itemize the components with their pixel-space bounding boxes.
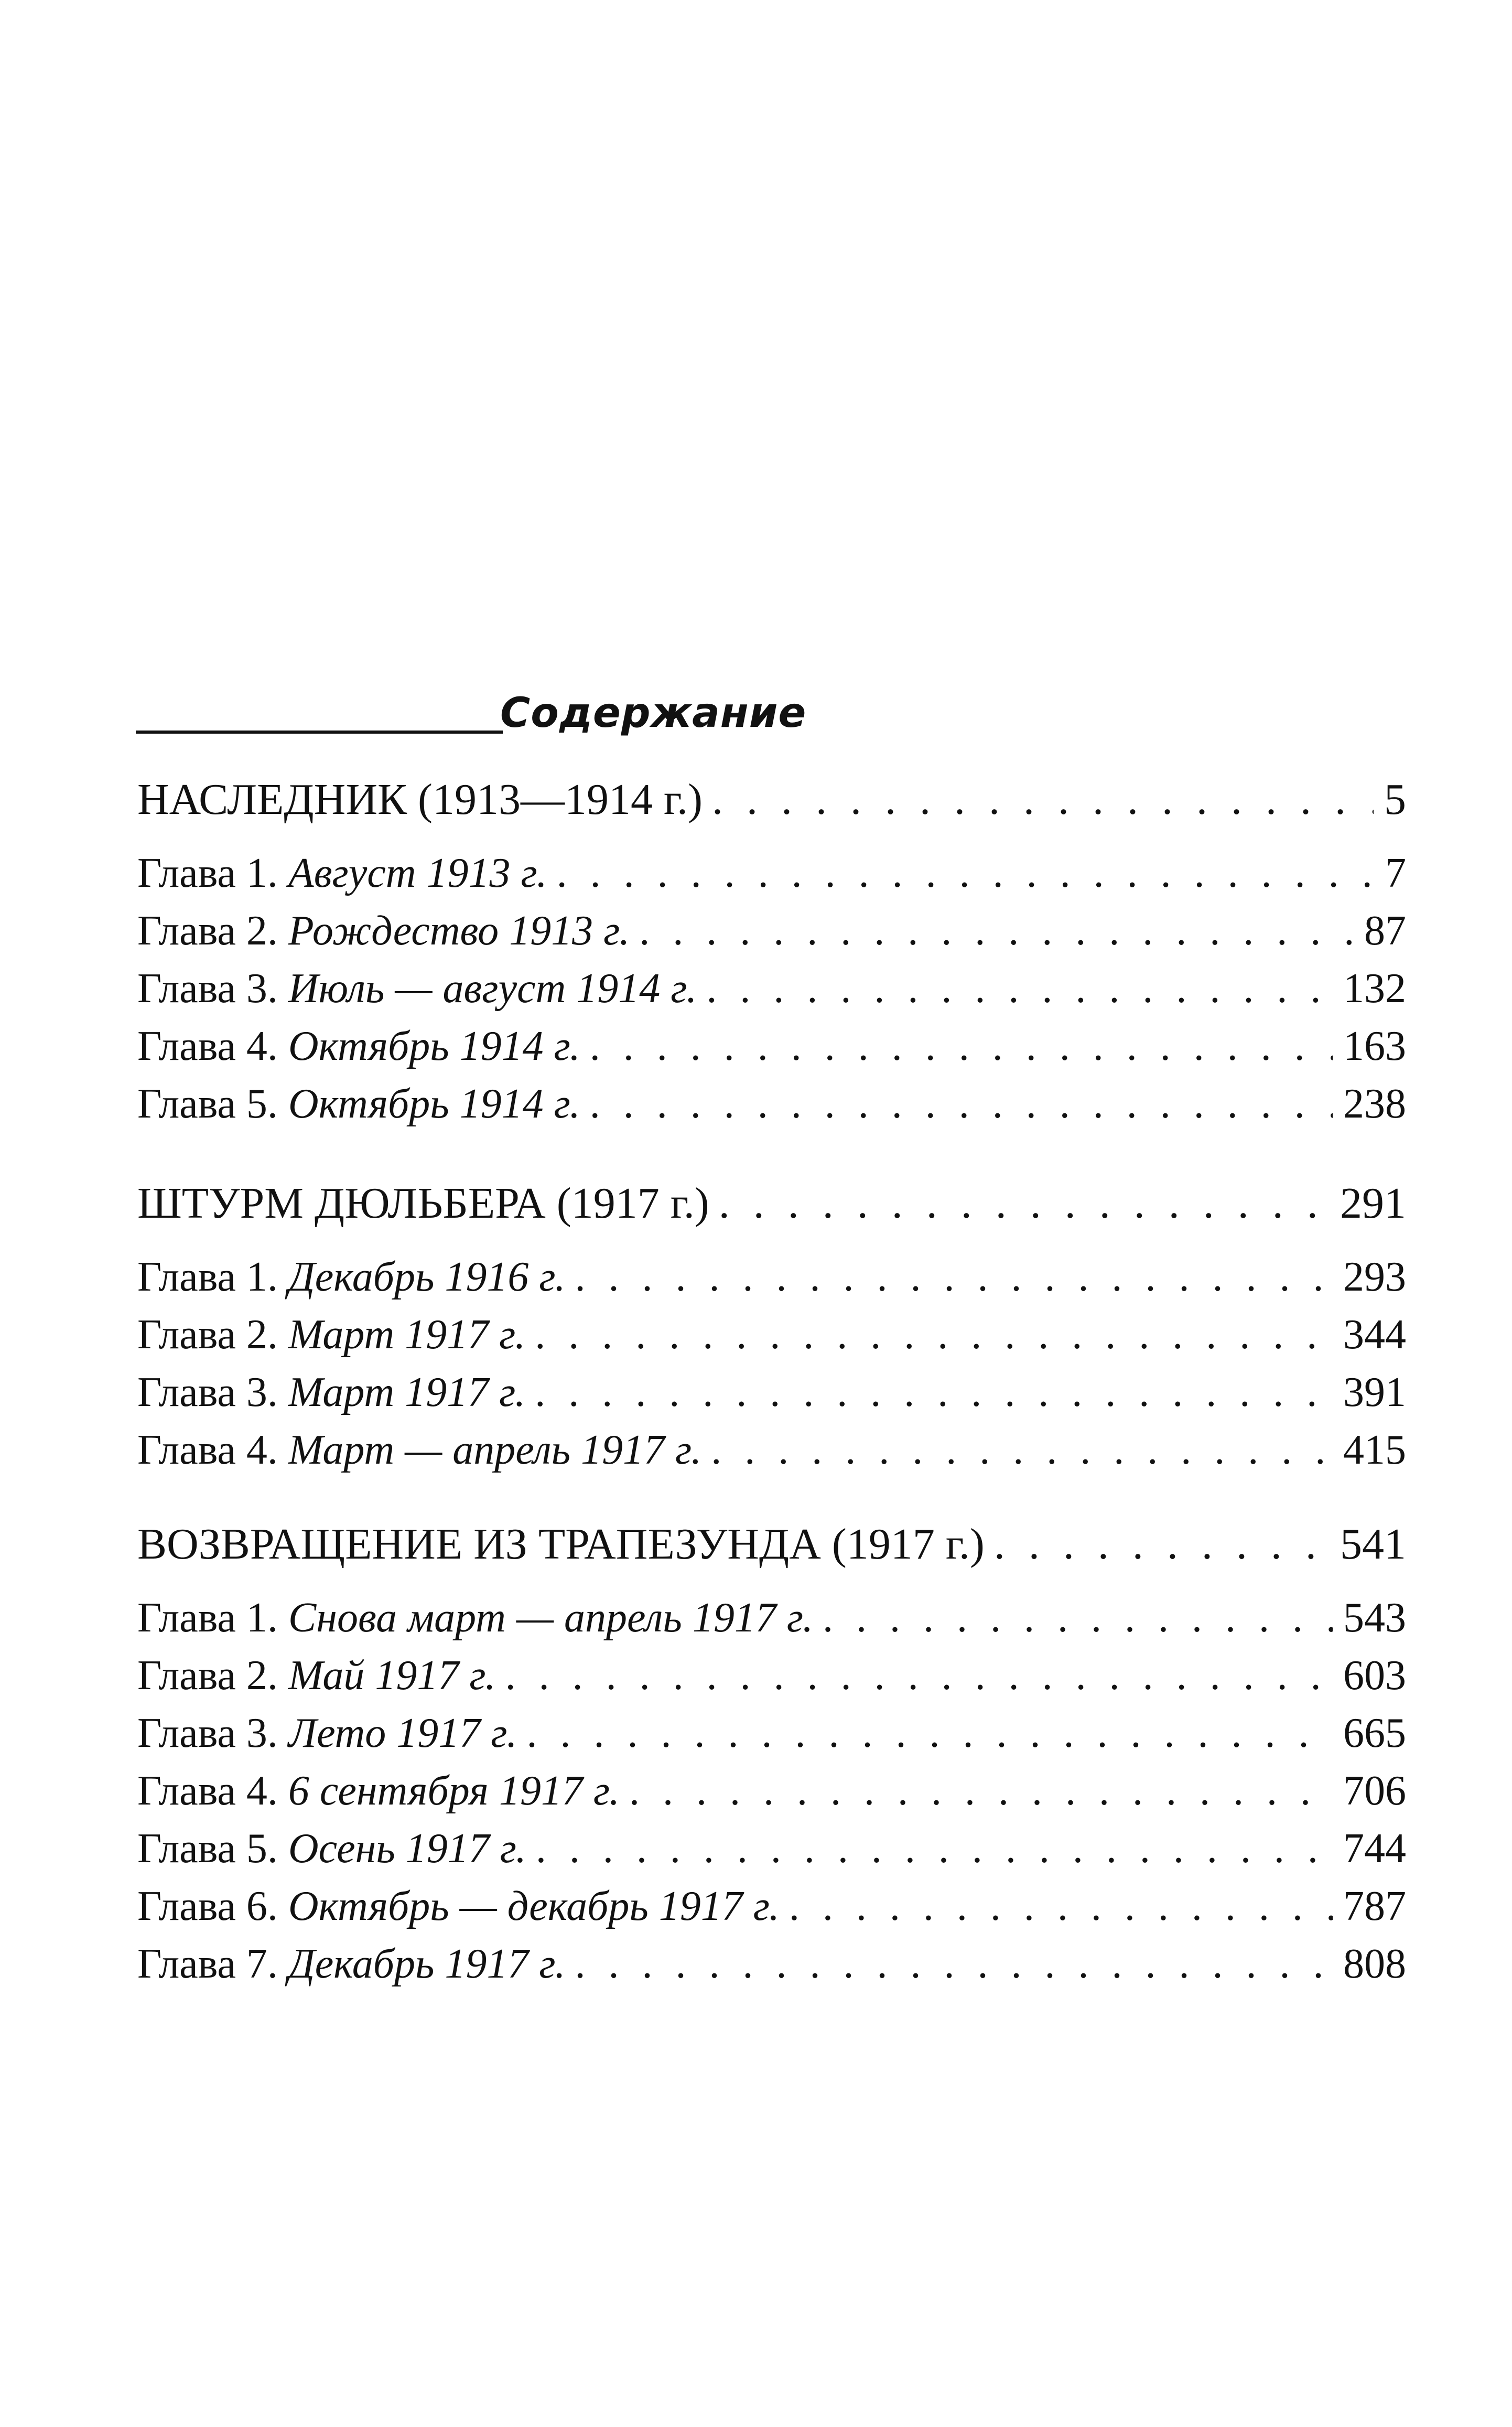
chapter-title: Осень 1917 г. bbox=[288, 1825, 526, 1872]
toc-part-2[interactable] bbox=[137, 1175, 1406, 1232]
chapter-title: Март — апрель 1917 г. bbox=[288, 1427, 702, 1473]
dot-leader bbox=[697, 960, 1333, 1017]
chapter-prefix: Глава 3. bbox=[137, 1710, 278, 1756]
page-number: 344 bbox=[1343, 1312, 1406, 1358]
page-number: 543 bbox=[1343, 1595, 1406, 1641]
chapter-label bbox=[137, 1877, 780, 1935]
chapter-prefix: Глава 5. bbox=[137, 1081, 278, 1127]
chapter-label bbox=[137, 1075, 580, 1133]
toc-chapter-3-2[interactable] bbox=[137, 1647, 1406, 1704]
chapter-prefix: Глава 1. bbox=[137, 850, 278, 896]
dot-leader bbox=[580, 1017, 1333, 1075]
dot-leader bbox=[525, 1306, 1333, 1363]
chapter-title: Декабрь 1916 г. bbox=[288, 1254, 566, 1300]
chapter-title: Декабрь 1917 г. bbox=[288, 1941, 566, 1987]
chapter-title: Август 1913 г. bbox=[288, 850, 547, 896]
dot-leader bbox=[517, 1704, 1333, 1762]
toc-chapter-2-2[interactable] bbox=[137, 1306, 1406, 1363]
part-title: ШТУРМ ДЮЛЬБЕРА (1917 г.) bbox=[137, 1179, 709, 1228]
chapter-prefix: Глава 2. bbox=[137, 1312, 278, 1358]
dot-leader bbox=[526, 1820, 1333, 1877]
chapter-label bbox=[137, 1935, 566, 1993]
dot-leader bbox=[813, 1589, 1333, 1647]
page-number: 163 bbox=[1343, 1023, 1406, 1069]
toc-chapter-1-3[interactable] bbox=[137, 960, 1406, 1017]
toc-chapter-3-1[interactable] bbox=[137, 1589, 1406, 1647]
page-number: 744 bbox=[1343, 1825, 1406, 1872]
chapter-prefix: Глава 6. bbox=[137, 1883, 278, 1929]
chapter-prefix: Глава 5. bbox=[137, 1825, 278, 1872]
part-title: ВОЗВРАЩЕНИЕ ИЗ ТРАПЕЗУНДА (1917 г.) bbox=[137, 1520, 985, 1569]
toc-chapter-3-3[interactable] bbox=[137, 1704, 1406, 1762]
chapter-label bbox=[137, 844, 547, 902]
toc-header bbox=[136, 682, 807, 745]
chapter-label bbox=[137, 1017, 580, 1075]
chapter-label bbox=[137, 1647, 496, 1704]
dot-leader bbox=[701, 1421, 1333, 1479]
chapter-label bbox=[137, 1762, 620, 1820]
chapter-title: Октябрь 1914 г. bbox=[288, 1081, 580, 1127]
dot-leader bbox=[525, 1363, 1333, 1421]
dot-leader bbox=[580, 1075, 1333, 1133]
dot-leader bbox=[630, 902, 1354, 960]
header-rule bbox=[136, 731, 503, 734]
chapter-prefix: Глава 1. bbox=[137, 1595, 278, 1641]
toc-part-1[interactable] bbox=[137, 771, 1406, 829]
page-number: 665 bbox=[1343, 1710, 1406, 1756]
chapter-title: 6 сентября 1917 г. bbox=[288, 1768, 620, 1814]
chapter-label bbox=[137, 1704, 517, 1762]
chapter-title: Март 1917 г. bbox=[288, 1312, 526, 1358]
chapter-label bbox=[137, 1820, 526, 1877]
toc-chapter-1-4[interactable] bbox=[137, 1017, 1406, 1075]
chapter-prefix: Глава 1. bbox=[137, 1254, 278, 1300]
toc-chapter-1-2[interactable] bbox=[137, 902, 1406, 960]
dot-leader bbox=[703, 771, 1374, 829]
dot-leader bbox=[566, 1935, 1333, 1993]
dot-leader bbox=[985, 1516, 1330, 1573]
page-number: 415 bbox=[1343, 1427, 1406, 1473]
page-number: 293 bbox=[1343, 1254, 1406, 1300]
chapter-prefix: Глава 3. bbox=[137, 965, 278, 1012]
toc-chapter-2-3[interactable] bbox=[137, 1363, 1406, 1421]
page-number: 291 bbox=[1340, 1179, 1406, 1228]
toc-chapter-3-7[interactable] bbox=[137, 1935, 1406, 1993]
page-number: 87 bbox=[1364, 908, 1406, 954]
toc-chapter-3-6[interactable] bbox=[137, 1877, 1406, 1935]
chapter-prefix: Глава 2. bbox=[137, 908, 278, 954]
chapter-title: Рождество 1913 г. bbox=[288, 908, 630, 954]
dot-leader bbox=[496, 1647, 1333, 1704]
toc-chapter-3-5[interactable] bbox=[137, 1820, 1406, 1877]
page-number: 787 bbox=[1343, 1883, 1406, 1929]
page-number: 132 bbox=[1343, 965, 1406, 1012]
dot-leader bbox=[566, 1248, 1333, 1306]
dot-leader bbox=[620, 1762, 1333, 1820]
chapter-prefix: Глава 4. bbox=[137, 1768, 278, 1814]
toc-chapter-1-5[interactable] bbox=[137, 1075, 1406, 1133]
toc-part-3[interactable] bbox=[137, 1516, 1406, 1573]
chapter-title: Октябрь 1914 г. bbox=[288, 1023, 580, 1069]
chapter-label bbox=[137, 1421, 701, 1479]
chapter-title: Март 1917 г. bbox=[288, 1369, 526, 1415]
page-number: 541 bbox=[1340, 1520, 1406, 1569]
page-number: 808 bbox=[1343, 1941, 1406, 1987]
page-number: 603 bbox=[1343, 1652, 1406, 1699]
chapter-prefix: Глава 4. bbox=[137, 1023, 278, 1069]
chapter-prefix: Глава 2. bbox=[137, 1652, 278, 1699]
chapter-label bbox=[137, 960, 697, 1017]
chapter-prefix: Глава 7. bbox=[137, 1941, 278, 1987]
chapter-label bbox=[137, 1589, 813, 1647]
chapter-label bbox=[137, 902, 630, 960]
chapter-title: Лето 1917 г. bbox=[288, 1710, 517, 1756]
page-number: 7 bbox=[1385, 850, 1406, 896]
chapter-label bbox=[137, 1248, 566, 1306]
dot-leader bbox=[547, 844, 1375, 902]
dot-leader bbox=[709, 1175, 1330, 1232]
toc-chapter-2-1[interactable] bbox=[137, 1248, 1406, 1306]
chapter-title: Май 1917 г. bbox=[288, 1652, 496, 1699]
chapter-label bbox=[137, 1363, 525, 1421]
dot-leader bbox=[780, 1877, 1333, 1935]
chapter-title: Октябрь — декабрь 1917 г. bbox=[288, 1883, 780, 1929]
part-title: НАСЛЕДНИК (1913—1914 г.) bbox=[137, 775, 703, 824]
chapter-prefix: Глава 4. bbox=[137, 1427, 278, 1473]
page-number: 391 bbox=[1343, 1369, 1406, 1415]
page-number: 238 bbox=[1343, 1081, 1406, 1127]
chapter-prefix: Глава 3. bbox=[137, 1369, 278, 1415]
toc-chapter-1-1[interactable] bbox=[137, 844, 1406, 902]
toc-heading: Содержание bbox=[500, 690, 807, 737]
toc-chapter-3-4[interactable] bbox=[137, 1762, 1406, 1820]
page-number: 706 bbox=[1343, 1768, 1406, 1814]
chapter-title: Снова март — апрель 1917 г. bbox=[288, 1595, 813, 1641]
chapter-title: Июль — август 1914 г. bbox=[288, 965, 697, 1012]
toc-chapter-2-4[interactable] bbox=[137, 1421, 1406, 1479]
chapter-label bbox=[137, 1306, 525, 1363]
page-number: 5 bbox=[1384, 775, 1406, 824]
